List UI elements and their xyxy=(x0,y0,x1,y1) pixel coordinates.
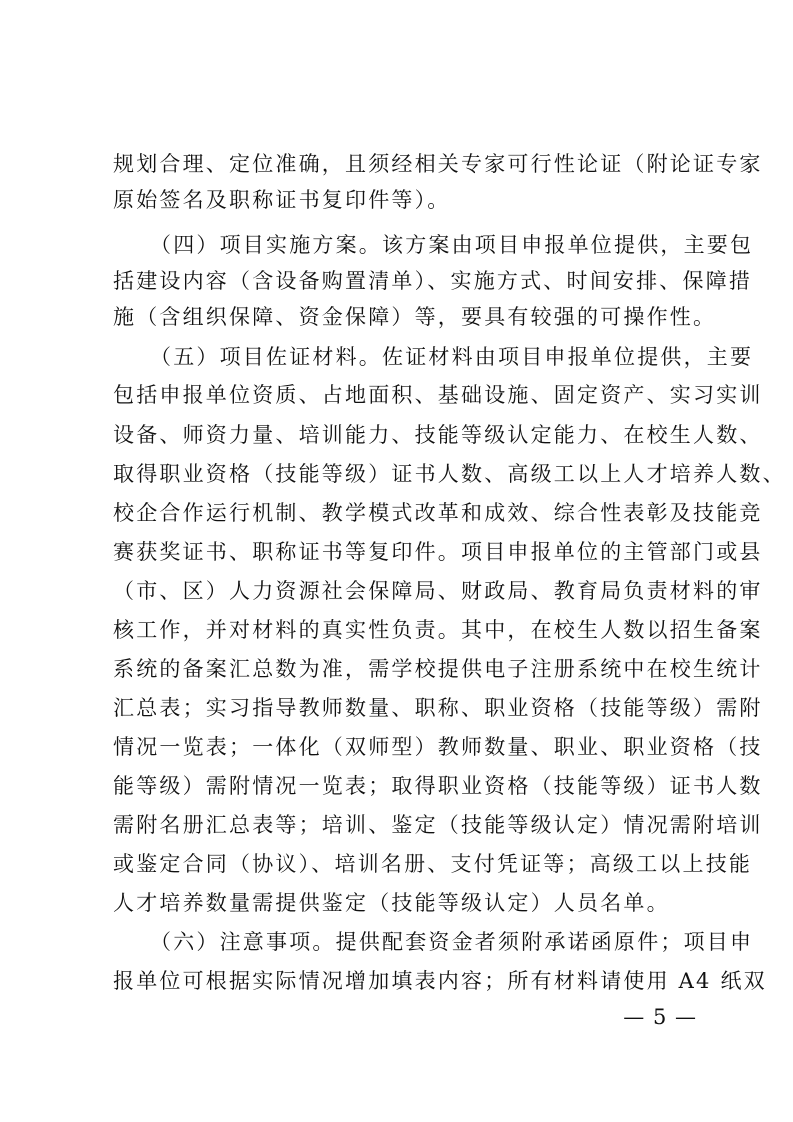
section-4-heading-line: （四）项目实施方案。该方案由项目申报单位提供，主要包 xyxy=(150,233,754,257)
paragraph-line: 能等级）需附情况一览表；取得职业资格（技能等级）证书人数 xyxy=(113,774,763,798)
paragraph-line: 取得职业资格（技能等级）证书人数、高级工以上人才培养人数、 xyxy=(113,462,786,486)
paragraph-line: 核工作，并对材料的真实性负责。其中，在校生人数以招生备案 xyxy=(113,618,763,642)
paragraph-line: （市、区）人力资源社会保障局、财政局、教育局负责材料的审 xyxy=(113,579,763,603)
paragraph-line: 规划合理、定位准确，且须经相关专家可行性论证（附论证专家 xyxy=(113,152,763,176)
paragraph-line: 人才培养数量需提供鉴定（技能等级认定）人员名单。 xyxy=(113,891,670,915)
paragraph-line: 括建设内容（含设备购置清单）、实施方式、时间安排、保障措 xyxy=(113,269,753,293)
section-6-heading-line: （六）注意事项。提供配套资金者须附承诺函原件；项目申 xyxy=(150,930,754,954)
paragraph-line: 汇总表；实习指导教师数量、职称、职业资格（技能等级）需附 xyxy=(113,696,763,720)
paragraph-line: 报单位可根据实际情况增加填表内容；所有材料请使用 A4 纸双 xyxy=(113,969,767,993)
page-number: — 5 — xyxy=(623,1005,697,1029)
paragraph-line: 赛获奖证书、职称证书等复印件。项目申报单位的主管部门或县 xyxy=(113,540,763,564)
paragraph-line: 系统的备案汇总数为准，需学校提供电子注册系统中在校生统计 xyxy=(113,657,763,681)
paragraph-line: 施（含组织保障、资金保障）等，要具有较强的可操作性。 xyxy=(113,305,717,329)
paragraph-line: 或鉴定合同（协议）、培训名册、支付凭证等；高级工以上技能 xyxy=(113,852,753,876)
paragraph-line: 校企合作运行机制、教学模式改革和成效、综合性表彰及技能竞 xyxy=(113,501,763,525)
paragraph-line: 设备、师资力量、培训能力、技能等级认定能力、在校生人数、 xyxy=(113,423,763,447)
section-5-heading-line: （五）项目佐证材料。佐证材料由项目申报单位提供，主要 xyxy=(150,345,754,369)
paragraph-line: 情况一览表；一体化（双师型）教师数量、职业、职业资格（技 xyxy=(113,735,763,759)
paragraph-line: 原始签名及职称证书复印件等）。 xyxy=(113,188,451,212)
paragraph-line: 包括申报单位资质、占地面积、基础设施、固定资产、实习实训 xyxy=(113,383,763,407)
paragraph-line: 需附名册汇总表等；培训、鉴定（技能等级认定）情况需附培训 xyxy=(113,813,763,837)
